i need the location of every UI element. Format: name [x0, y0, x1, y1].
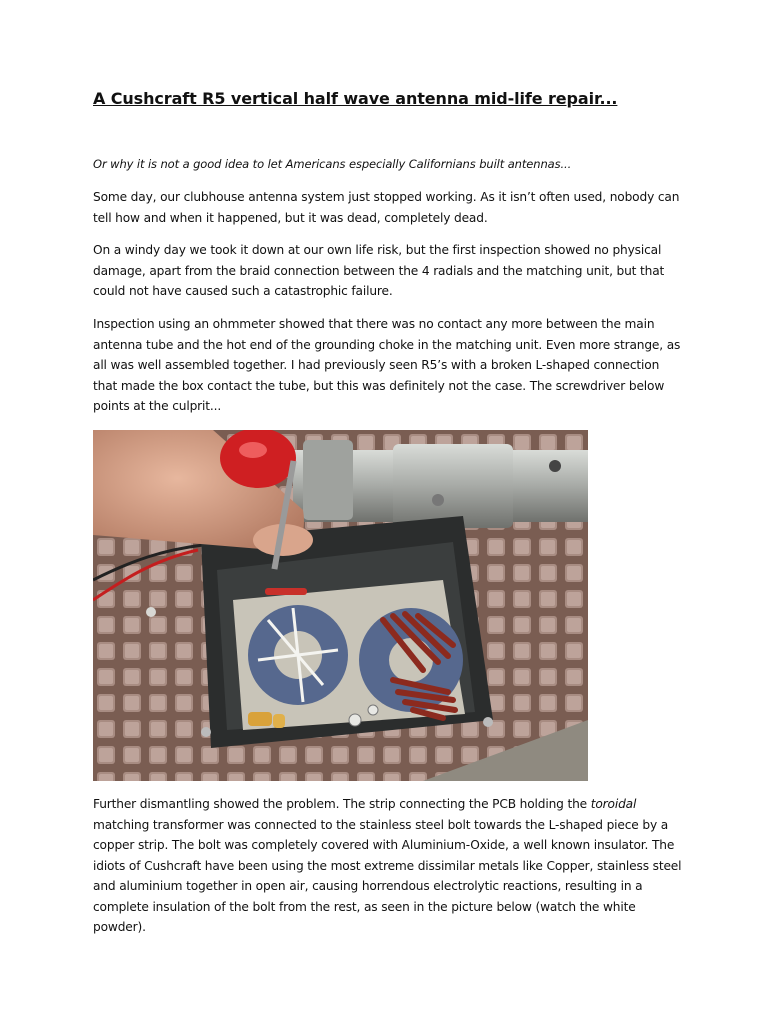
- paragraph-4-text-end: matching transformer was connected to the stainless steel bolt towards the L-shaped piece by a copper strip. The bolt was completely covered with Aluminium-Oxide, a well known insulator. The idiots of Cushcraft have been using the most extreme dissimilar metals like Copper, stainless steel and aluminium together in open air, causing horrendous electrolytic reactions, resulting in a complete insulation of the bolt from the rest, as seen in the picture below (watch the white powder).: [93, 817, 682, 934]
- paragraph-2: On a windy day we took it down at our own life risk, but the first inspection showed no physical damage, apart from the braid connection between the 4 radials and the matching unit, but that could not have caused such a catastrophic failure.: [93, 243, 665, 298]
- toroidal-emphasis: toroidal: [590, 797, 637, 811]
- paragraph-4: [93, 794, 683, 938]
- paragraph-1: Some day, our clubhouse antenna system just stopped working. As it isn’t often used, nobody can tell how and when it happened, but it was dead, completely dead.: [93, 190, 680, 225]
- paragraph-4-text-start: Further dismantling showed the problem. The strip connecting the PCB holding the: [93, 797, 591, 811]
- paragraph-3: Inspection using an ohmmeter showed that there was no contact any more between the main antenna tube and the hot end of the grounding choke in the matching unit. Even more strange, as all was well assembled together. I had previously seen R5’s with a broken L-shaped connection that made the box contact the tube, but this was definitely not the case. The screwdriver below points at the culprit...: [93, 317, 681, 413]
- matching-unit-photo: [93, 430, 588, 781]
- document-subtitle: Or why it is not a good idea to let Americans especially Californians built antennas...: [93, 157, 572, 171]
- document-title: A Cushcraft R5 vertical half wave antenna mid-life repair...: [93, 89, 618, 108]
